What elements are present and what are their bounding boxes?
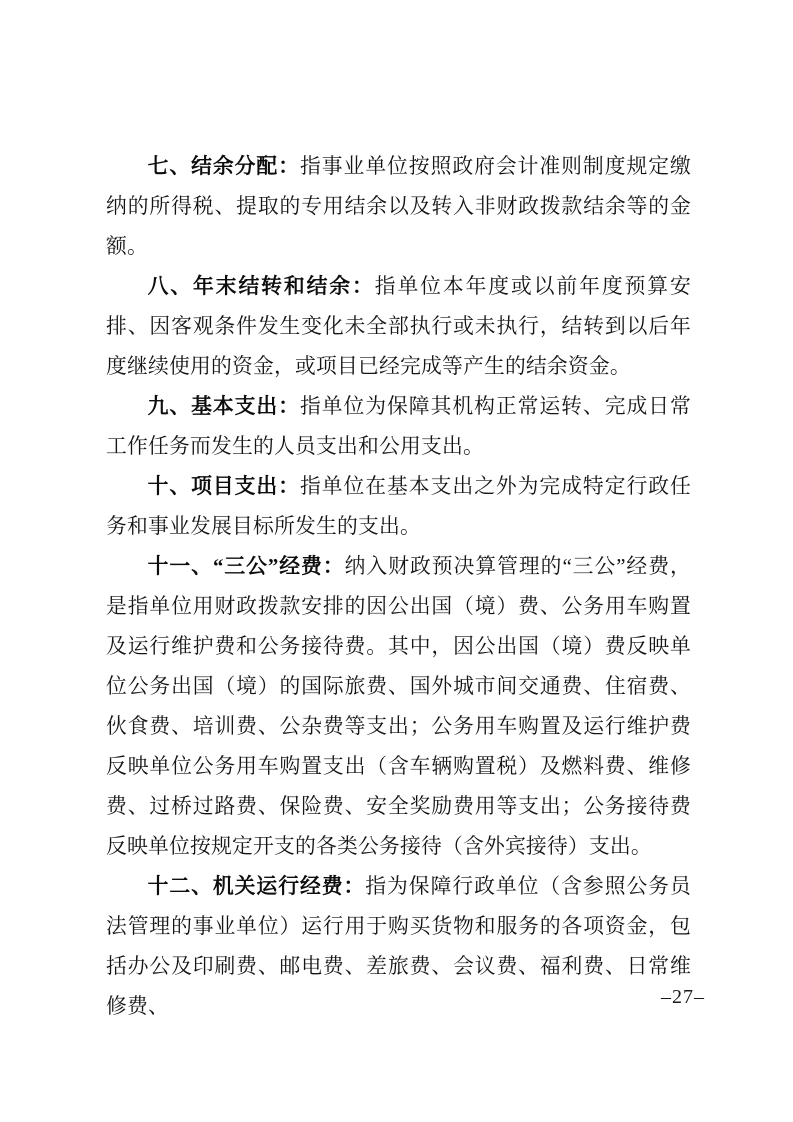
paragraph-body: 指单位在基本支出之外为完成特定行政任务和事业发展目标所发生的支出。 bbox=[106, 475, 691, 538]
paragraph-body: 指单位本年度或以前年度预算安排、因客观条件发生变化未全部执行或未执行，结转到以后年度继续使用的资金，或项目已经完成等产生的结余资金。 bbox=[106, 275, 691, 378]
paragraph-heading: 十、项目支出： bbox=[147, 475, 300, 498]
paragraph-surplus-distribution bbox=[106, 147, 691, 267]
paragraph-yearend-carryover-surplus bbox=[106, 267, 691, 387]
paragraph-heading: 十二、机关运行经费： bbox=[147, 875, 366, 898]
paragraph-body: 指单位为保障其机构正常运转、完成日常工作任务而发生的人员支出和公用支出。 bbox=[106, 395, 691, 458]
paragraph-body: 纳入财政预决算管理的“三公”经费，是指单位用财政拨款安排的因公出国（境）费、公务用车购置及运行维护费和公务接待费。其中，因公出国（境）费反映单位公务出国（境）的国际旅费、国外城市间交通费、住宿费、伙食费、培训费、公杂费等支出；公务用车购置及运行维护费反映单位公务用车购置支出（含车辆购置税）及燃料费、维修费、过桥过路费、保险费、安全奖励费用等支出；公务接待费反映单位按规定开支的各类公务接待（含外宾接待）支出。 bbox=[106, 555, 691, 858]
paragraph-three-public-funds bbox=[106, 547, 691, 867]
paragraph-heading: 九、基本支出： bbox=[147, 395, 300, 418]
paragraph-heading: 十一、“三公”经费： bbox=[147, 555, 345, 578]
paragraph-heading: 八、年末结转和结余： bbox=[147, 275, 375, 298]
document-content bbox=[106, 147, 691, 1027]
paragraph-heading: 七、结余分配： bbox=[147, 155, 300, 178]
paragraph-body: 指为保障行政单位（含参照公务员法管理的事业单位）运行用于购买货物和服务的各项资金，包括办公及印刷费、邮电费、差旅费、会议费、福利费、日常维修费、 bbox=[106, 875, 691, 1018]
paragraph-basic-expenditure bbox=[106, 387, 691, 467]
paragraph-body: 指事业单位按照政府会计准则制度规定缴纳的所得税、提取的专用结余以及转入非财政拨款结余等的金额。 bbox=[106, 155, 691, 258]
paragraph-project-expenditure bbox=[106, 467, 691, 547]
paragraph-agency-operating-funds bbox=[106, 867, 691, 1027]
page-number: –27– bbox=[661, 986, 705, 1008]
